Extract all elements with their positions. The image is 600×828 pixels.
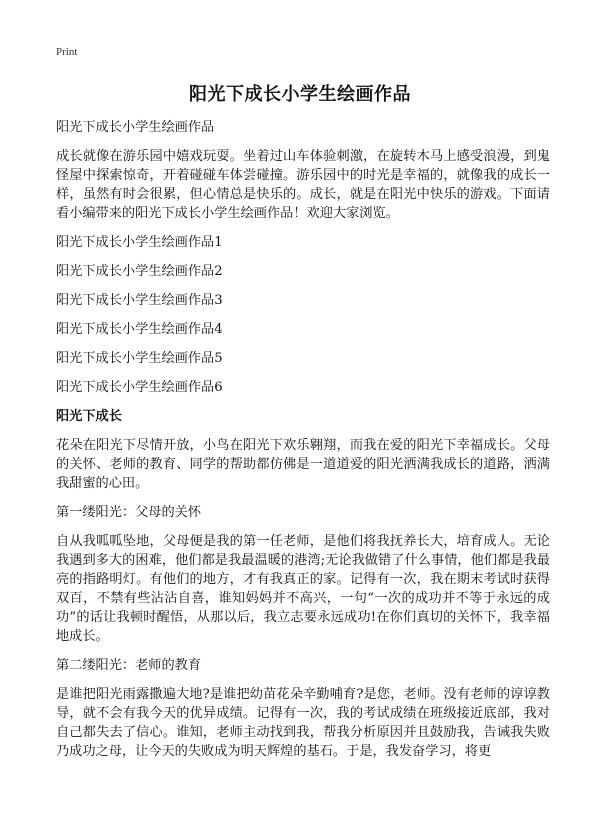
print-label: Print: [56, 46, 78, 58]
list-item: 阳光下成长小学生绘画作品5: [56, 351, 223, 366]
list-item: 阳光下成长小学生绘画作品1: [56, 235, 223, 250]
subsection-heading-1: 第一缕阳光：父母的关怀: [56, 505, 202, 520]
document-title: 阳光下成长小学生绘画作品: [189, 84, 411, 105]
document-body: [56, 118, 550, 771]
subtitle: 阳光下成长小学生绘画作品: [56, 120, 215, 135]
subsection-heading-2: 第二缕阳光：老师的教育: [56, 658, 202, 673]
list-item: 阳光下成长小学生绘画作品3: [56, 293, 223, 308]
subsection-paragraph-2: 是谁把阳光雨露撒遍大地?是谁把幼苗花朵辛勤哺育?是您，老师。没有老师的谆谆教导，就不会有我今天的优异成绩。记得有一次，我的考试成绩在班级接近底部，我对自己都失去了信心。谁知，老师主动找到我，帮我分析原因并且鼓励我，告诫我失败乃成功之母，让今天的失败成为明天辉煌的基石。于是，我发奋学习，将更: [56, 687, 550, 759]
section-paragraph: 花朵在阳光下尽情开放，小鸟在阳光下欢乐翱翔，而我在爱的阳光下幸福成长。父母的关怀、老师的教育、同学的帮助都仿佛是一道道爱的阳光洒满我成长的道路，洒满我甜蜜的心田。: [56, 438, 550, 491]
list-item: 阳光下成长小学生绘画作品4: [56, 322, 223, 337]
section-heading: 阳光下成长: [56, 409, 122, 424]
list-item: 阳光下成长小学生绘画作品2: [56, 264, 223, 279]
intro-paragraph: 成长就像在游乐园中嬉戏玩耍。坐着过山车体验刺激，在旋转木马上感受浪漫，到鬼怪屋中探索惊奇，开着碰碰车体尝碰撞。游乐园中的时光是幸福的，就像我的成长一样，虽然有时会很累，但心情总是快乐的。成长，就是在阳光中快乐的游戏。下面请看小编带来的阳光下成长小学生绘画作品！欢迎大家浏览。: [56, 149, 550, 221]
subsection-paragraph-1: 自从我呱呱坠地，父母便是我的第一任老师，是他们将我抚养长大，培育成人。无论我遇到多大的困难，他们都是我最温暖的港湾;无论我做错了什么事情，他们都是我最亮的指路明灯。有他们的地方，才有我真正的家。记得有一次，我在期末考试时获得双百，不禁有些沾沾自喜，谁知妈妈并不高兴，一句“一次的成功并不等于永远的成功”的话让我顿时醒悟，从那以后，我立志要永远成功!在你们真切的关怀下，我幸福地成长。: [56, 534, 550, 644]
list-item: 阳光下成长小学生绘画作品6: [56, 380, 223, 395]
